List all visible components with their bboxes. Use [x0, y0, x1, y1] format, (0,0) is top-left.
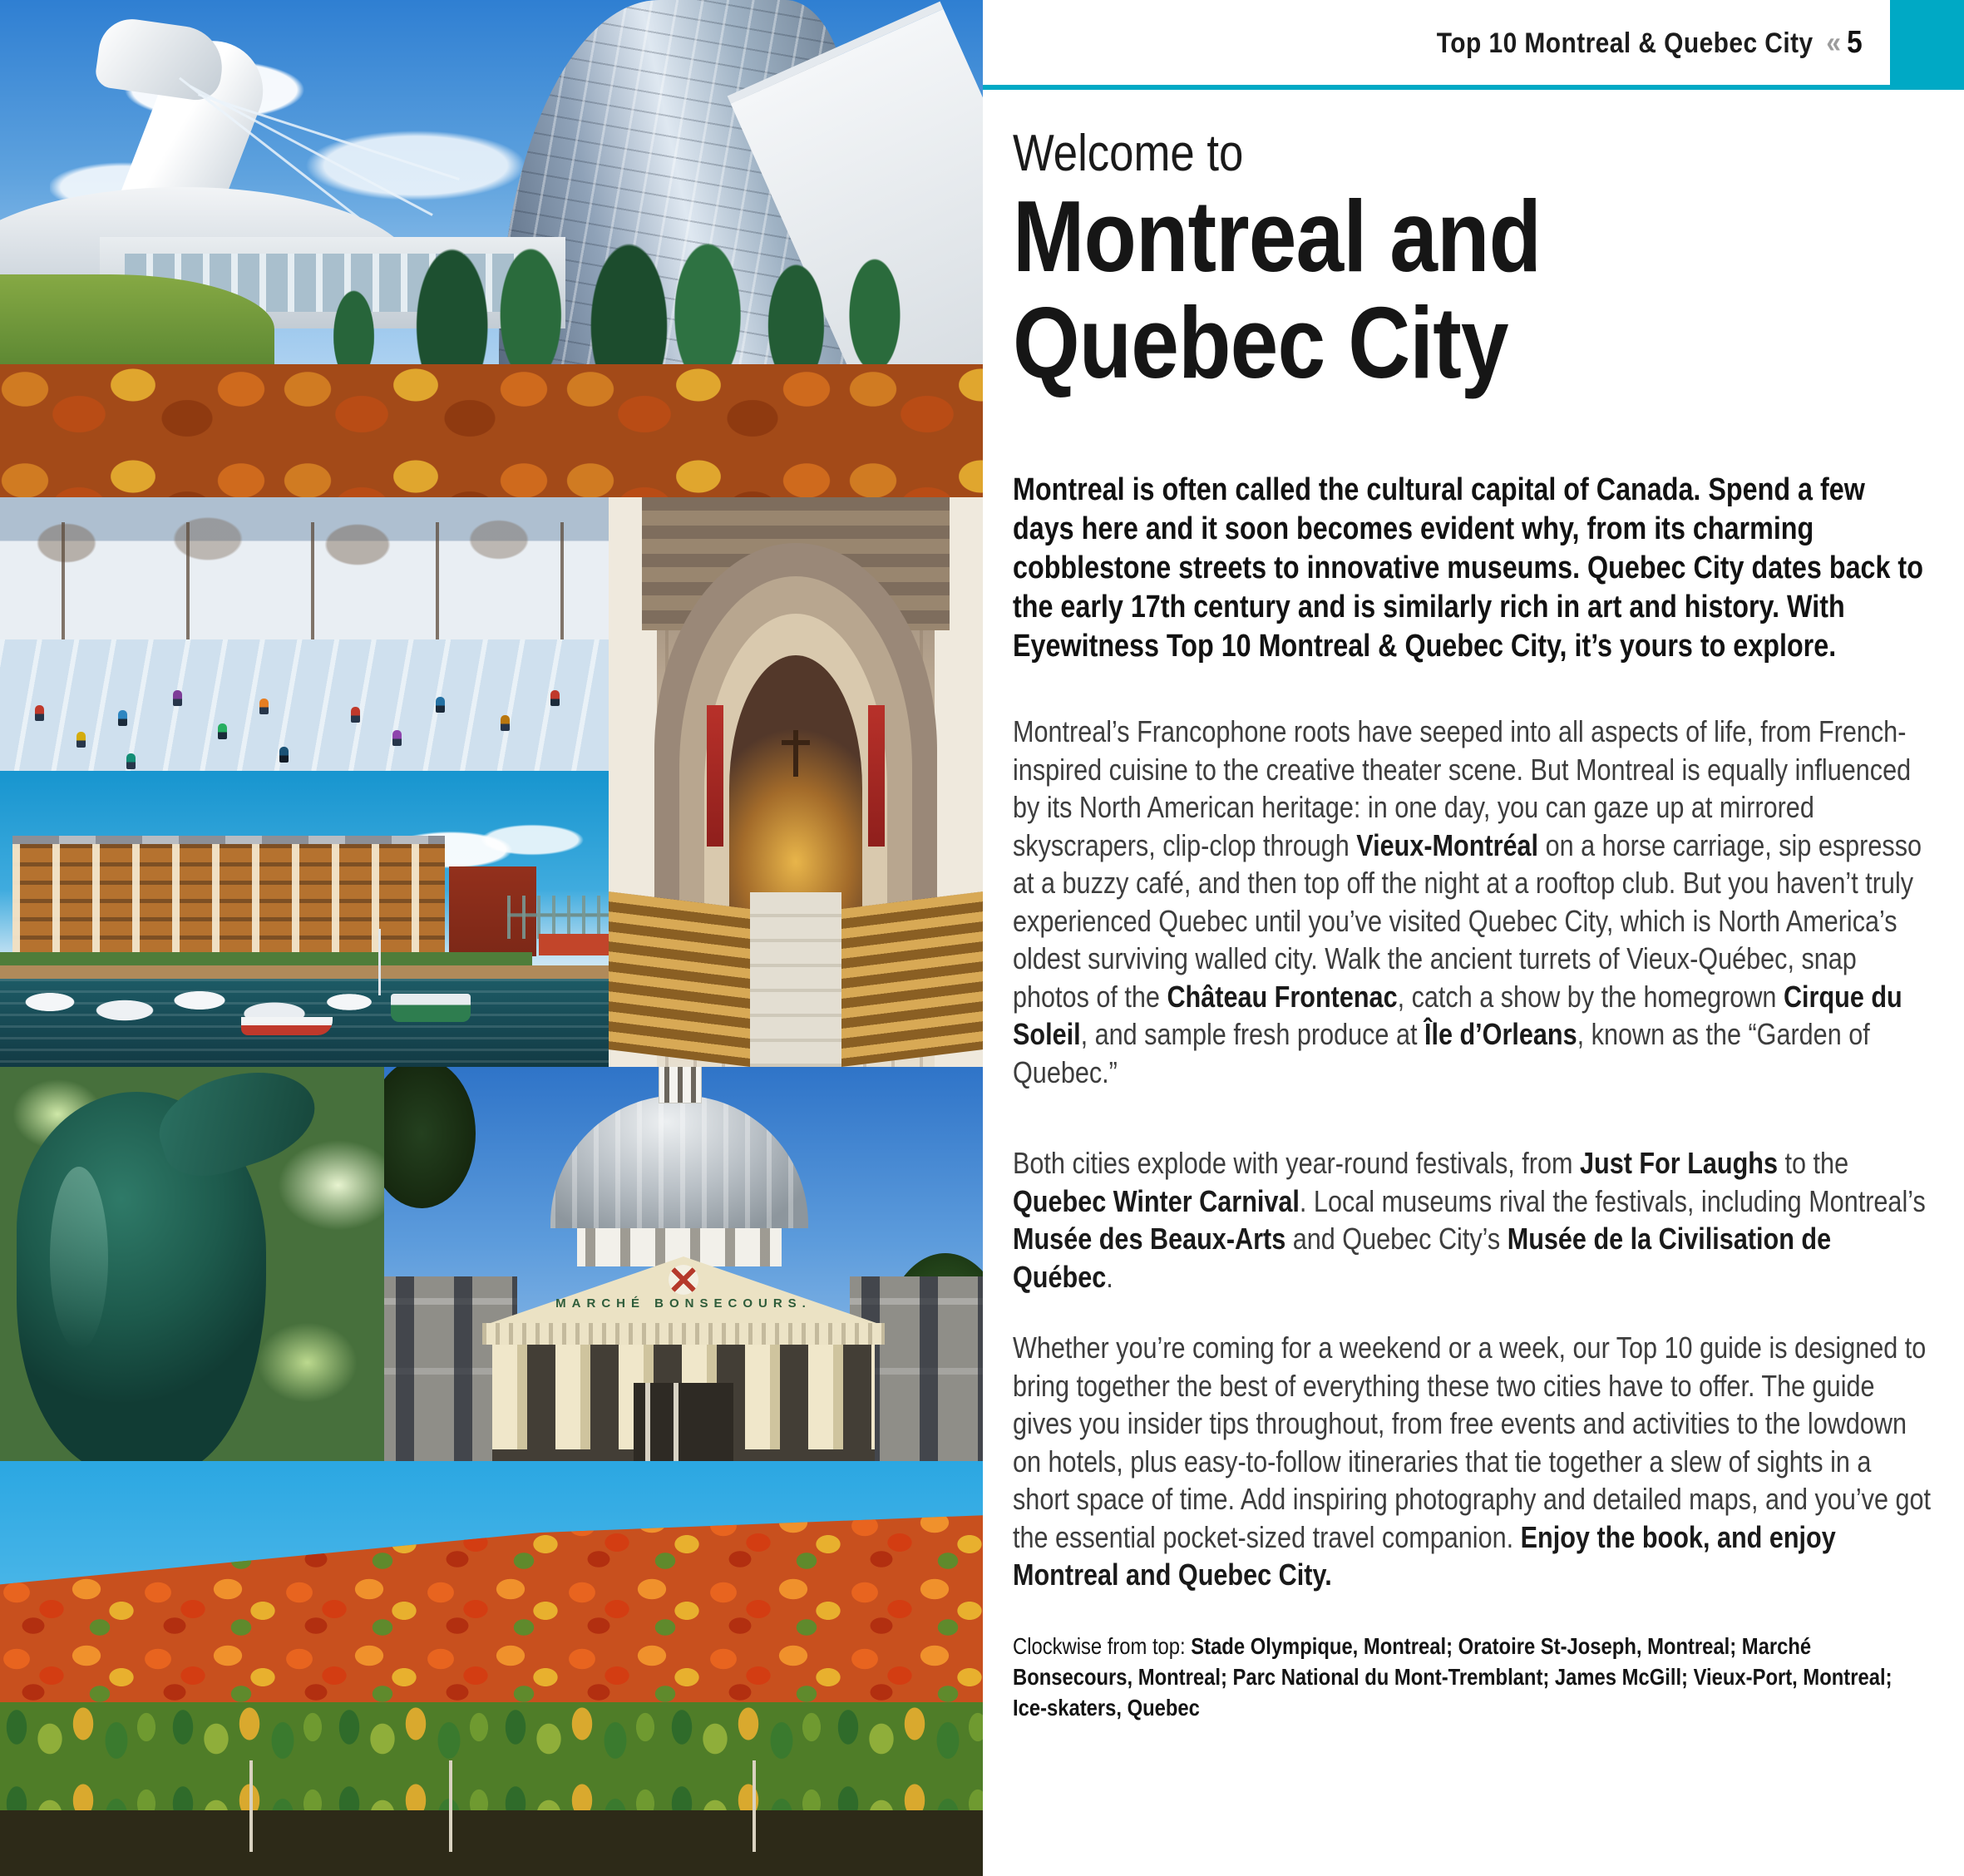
conifer-band	[0, 1702, 983, 1819]
page-title-line1: Montreal and	[1013, 180, 1542, 293]
skater-figure	[218, 723, 227, 739]
skater-figure	[35, 705, 44, 721]
body-paragraph-1: Montreal’s Francophone roots have seeped into all aspects of life, from French-inspired cuisine to the creative theater scene. But Montreal is equally influenced by its North American heritage: in one day, you can gaze up at mirrored skyscrapers, clip-clop through Vieux-Montréal on a horse carriage, sip espresso at a buzzy café, and then top off the night at a rooftop club. But you haven’t truly experienced Quebec until you’ve visited Quebec City, which is North America’s oldest surviving walled city. Walk the ancient turrets of Vieux-Québec, snap photos of the Château Frontenac, catch a show by the homegrown Cirque du Soleil, and sample fresh produce at Île d’Orleans, known as the “Garden of Quebec.”	[1013, 714, 1922, 1089]
cupola	[659, 1067, 702, 1103]
text-column	[1013, 125, 1932, 1746]
marche-bonsecours-photo	[384, 1067, 983, 1461]
autumn-shrubs	[0, 364, 983, 497]
welcome-kicker: Welcome to	[1013, 125, 1244, 182]
center-aisle	[750, 892, 841, 1067]
dead-trunk	[449, 1760, 452, 1852]
white-yachts	[0, 977, 399, 1035]
marche-bonsecours-sign: MARCHÉ BONSECOURS.	[555, 1296, 812, 1311]
skater-figure	[501, 715, 510, 731]
guillemet-icon: «	[1826, 25, 1842, 59]
crest-emblem	[669, 1265, 698, 1295]
skater-figure	[259, 699, 269, 714]
ice-rink	[0, 639, 609, 771]
skater-figure	[126, 753, 136, 769]
skater-figure	[351, 707, 360, 723]
photo-credit-caption: Clockwise from top: Stade Olympique, Montreal; Oratoire St-Joseph, Montreal; Marché Bonsecours, Montreal; Parc National du Mont-Tremblant; James McGill; Vieux-Port, Montreal; Ice-skaters, Quebec	[1013, 1632, 1892, 1720]
green-tugboat	[391, 994, 471, 1022]
dead-trunk	[249, 1760, 253, 1852]
skater-figure	[76, 732, 86, 748]
crucifix	[793, 730, 798, 777]
entablature	[482, 1323, 885, 1345]
statue-highlight	[50, 1167, 108, 1350]
intro-paragraph: Montreal is often called the cultural capital of Canada. Spend a few days here and it soon becomes evident why, from its charming cobblestone streets to innovative museums. Quebec City dates back to the early 17th century and is similarly rich in art and history. With Eyewitness Top 10 Montreal & Quebec City, it’s yours to explore.	[1013, 472, 1923, 664]
red-banner	[707, 705, 723, 847]
red-boat	[241, 1017, 333, 1035]
wooden-pews	[609, 891, 750, 1067]
oratoire-st-joseph-interior-photo	[609, 497, 983, 1067]
tree-trunks	[0, 522, 609, 643]
skater-figure	[173, 690, 182, 706]
mont-tremblant-forest-photo	[0, 1461, 983, 1876]
body-paragraph-2: Both cities explode with year-round festivals, from Just For Laughs to the Quebec Winter Carnival. Local museums rival the festivals, including Montreal’s Musée des Beaux-Arts and Quebec City’s Musée de la Civilisation de Québec.	[1013, 1146, 1926, 1294]
stade-olympique-photo	[0, 0, 983, 497]
ice-skaters-photo	[0, 497, 609, 771]
skater-figure	[118, 710, 127, 726]
page-title	[1013, 180, 1932, 399]
running-header-title: Top 10 Montreal & Quebec City	[1437, 27, 1813, 59]
page-title-line2: Quebec City	[1013, 286, 1508, 399]
skater-figure	[392, 730, 402, 746]
dead-trunk	[753, 1760, 756, 1852]
header-accent-rule	[983, 85, 1964, 90]
james-mcgill-statue-photo	[0, 1067, 384, 1461]
body-paragraph-3: Whether you’re coming for a weekend or a week, our Top 10 guide is designed to bring together the best of everything these two cities have to offer. The guide gives you insider tips throughout, from free events and activities to the lowdown on hotels, plus easy-to-follow itineraries that tie together a slew of sights in a short space of time. Add inspiring photography and detailed maps, and you’ve got the essential pocket-sized travel companion. Enjoy the book, and enjoy Montreal and Quebec City.	[1013, 1330, 1932, 1592]
entrance-door	[634, 1383, 733, 1461]
skater-figure	[279, 747, 289, 763]
jacques-cartier-bridge	[507, 896, 609, 939]
red-banner	[868, 705, 885, 847]
cargo-ship	[539, 934, 609, 955]
marsh-water	[0, 1810, 983, 1876]
skater-figure	[436, 697, 445, 713]
wooden-pews	[841, 891, 983, 1067]
vieux-port-photo	[0, 771, 609, 1067]
skater-figure	[550, 690, 560, 706]
running-header	[1437, 25, 1863, 61]
page-number: 5	[1847, 25, 1863, 60]
header-accent-corner	[1890, 0, 1964, 90]
